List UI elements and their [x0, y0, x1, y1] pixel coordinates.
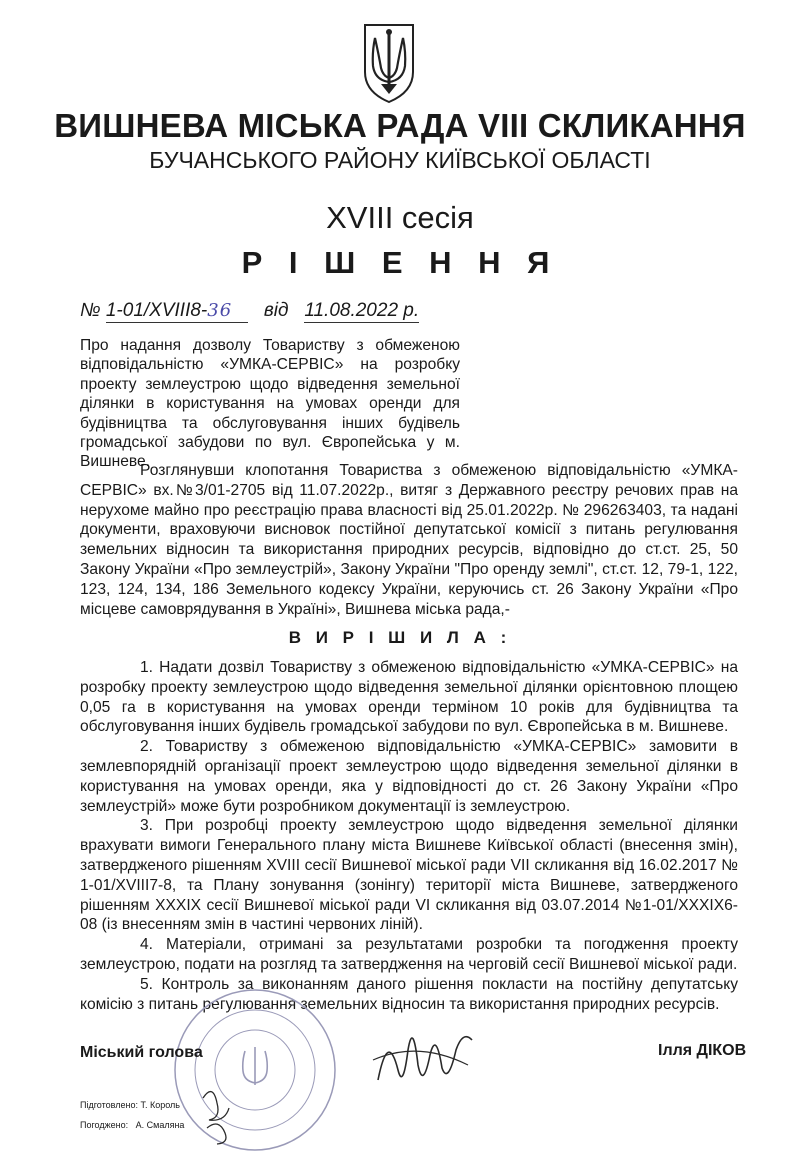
session-label: XVIII сесія: [326, 200, 474, 235]
signatory-name: Ілля ДІКОВ: [658, 1042, 747, 1059]
decision-subject: Про надання дозволу Товариству з обмеженою відповідальністю «УМКА-СЕРВІС» на розробку проекту землеустрою щодо відведення земельної ділянки в користування на умовах оренди для будівництва та обслуговування інших будівель громадської забудови по вул. Європейська у м. Вишневе.: [80, 337, 460, 471]
resolution-item: 3. При розробці проекту землеустрою щодо відведення земельної ділянки врахувати вимоги Генерального плану міста Вишневе Київської області (внесення змін), затвердженого рішенням XVIII сесії Вишневої міської ради VII скликання від 16.02.2017 № 1-01/XVIII7-8, та Плану зонування (зонінгу) території міста Вишневе, затвердженого рішенням XXXIX сесії Вишневої міської ради VI скликання від 03.07.2014 №1-01/XXXIX6-08 (із внесенням змін в частині червоних ліній).: [80, 817, 738, 934]
decision-number: 1-01/XVIII8-36: [106, 300, 248, 323]
decision-number-line: [80, 300, 419, 323]
approval-signature: [195, 1078, 245, 1148]
prepared-by: Підготовлено: Т. Король: [80, 1100, 180, 1110]
resolved-heading: В И Р І Ш И Л А :: [288, 628, 512, 647]
resolution-item: 5. Контроль за виконанням даного рішення покласти на постійну депутатську комісію з питань регулювання земельних відносин та використання природних ресурсів.: [80, 975, 738, 1013]
trident-coat-of-arms-icon: [361, 22, 417, 104]
resolution-item: 1. Надати дозвіл Товариству з обмеженою відповідальністю «УМКА-СЕРВІС» на розробку проекту землеустрою щодо відведення земельної ділянки орієнтовною площею 0,05 га в користування на умовах оренди терміном 10 років для будівництва та обслуговування інших будівель громадської забудови по вул. Європейська в м. Вишневе.: [80, 659, 738, 736]
resolution-item: 4. Матеріали, отримані за результатами розробки та погодження проекту землеустрою, подати на розгляд та затвердження на черговій сесії Вишневої міської ради.: [80, 936, 738, 973]
document-title: Р І Ш Е Н Н Я: [241, 245, 559, 280]
decision-date: 11.08.2022 р.: [304, 300, 420, 321]
preamble: Розглянувши клопотання Товариства з обмеженою відповідальністю «УМКА-СЕРВІС» вх.№3/01-2705 від 11.07.2022р., витяг з Державного реєстру речових прав на нерухоме майно про реєстрацію права власності від 25.01.2022р. № 296263403, та надані документи, враховуючи висновок постійної депутатської комісії з питань регулювання земельних відносин та використання природних ресурсів, відповідно до ст.ст. 25, 50 Закону України «Про землеустрій», Закону України "Про оренду землі", ст.ст. 12, 79-1, 122, 123, 124, 134, 186 Земельного кодексу України, керуючись ст. 26 Закону України «Про місцеве самоврядування в Україні», Вишнева міська рада,-: [80, 462, 738, 618]
district-name: БУЧАНСЬКОГО РАЙОНУ КИЇВСЬКОЇ ОБЛАСТІ: [149, 147, 651, 173]
council-name: ВИШНЕВА МІСЬКА РАДА VIII СКЛИКАННЯ: [54, 107, 746, 144]
mayor-signature: [368, 1010, 478, 1100]
resolution-item: 2. Товариству з обмеженою відповідальністю «УМКА-СЕРВІС» замовити в землевпорядній організації проект землеустрою щодо відведення земельної ділянки в користування на умовах оренди, яка у відповідності до ст. 26 Закону України «Про землеустрій» може бути розробником документації із землеустрою.: [80, 738, 738, 815]
agreed-by: Погоджено: А. Смаляна: [80, 1120, 185, 1130]
number-prefix: №: [80, 300, 101, 321]
resolution-items: [80, 658, 738, 1014]
signatory-role: Міський голова: [80, 1044, 203, 1061]
date-label: від: [263, 300, 289, 321]
handwritten-number: 36: [207, 300, 233, 321]
